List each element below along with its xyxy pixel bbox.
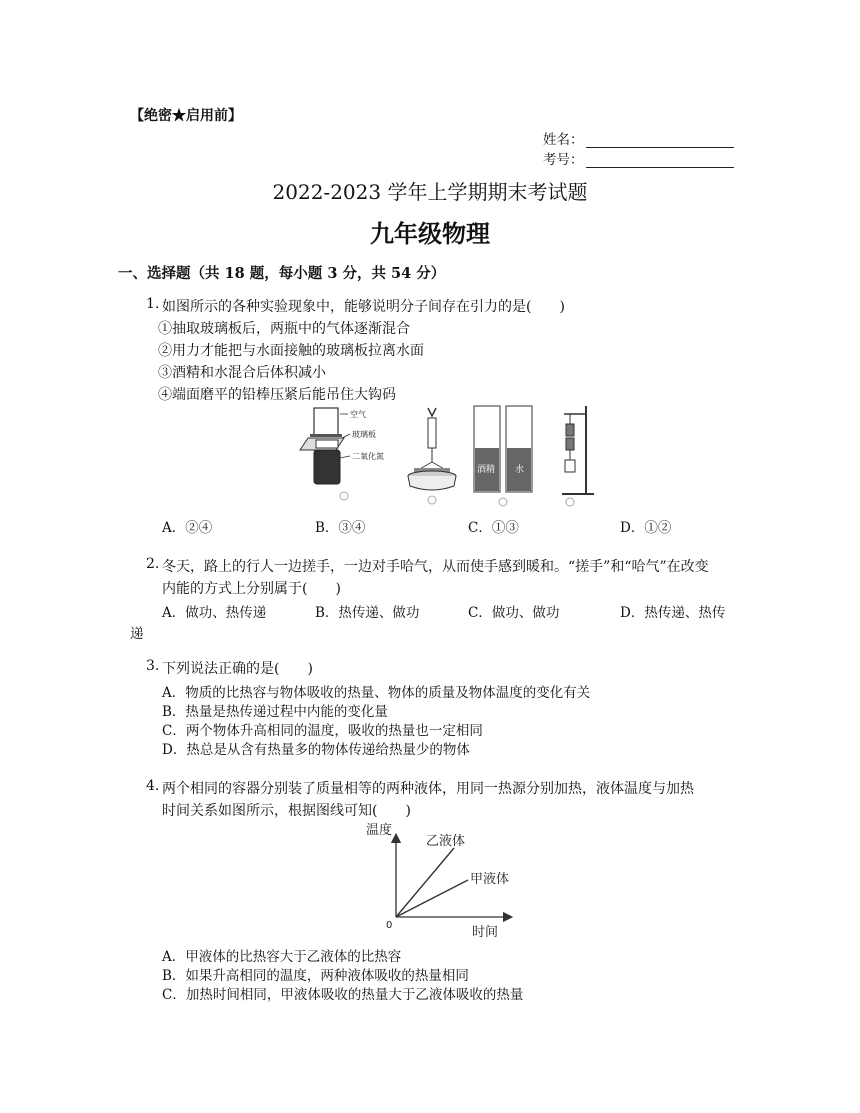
cylinder-illustration <box>474 406 532 506</box>
series-label-jia: 甲液体 <box>470 872 510 887</box>
label-no2: 二氧化氮 <box>352 452 384 461</box>
experiment-figure <box>296 404 596 510</box>
question-number: 1. <box>146 296 160 312</box>
list-item: ①抽取玻璃板后，两瓶中的气体逐渐混合 <box>158 321 410 337</box>
series-line-jia <box>396 880 468 917</box>
x-axis-label: 时间 <box>472 925 499 940</box>
name-label: 姓名： <box>543 132 584 148</box>
question-stem: 冬天，路上的行人一边搓手，一边对手哈气，从而使手感到暖和。“搓手”和“哈气”在改变 <box>162 559 709 575</box>
section-heading: 一、选择题（共 18 题，每小题 3 分，共 54 分） <box>118 265 446 282</box>
question-number: 4. <box>146 778 160 794</box>
list-item: ④端面磨平的铅棒压紧后能吊住大钩码 <box>158 387 396 403</box>
gas-diffusion-illustration <box>300 408 384 500</box>
lead-rod-illustration <box>562 406 594 506</box>
name-blank[interactable] <box>586 134 734 148</box>
option-b[interactable]: B．热传递、做功 <box>315 605 420 621</box>
option-c[interactable]: C．①③ <box>468 520 519 536</box>
option-d[interactable]: D．①② <box>620 520 672 536</box>
option-a[interactable]: A．物质的比热容与物体吸收的热量、物体的质量及物体温度的变化有关 <box>162 685 591 701</box>
secret-mark: 【绝密★启用前】 <box>130 108 242 124</box>
option-d[interactable]: D．热总是从含有热量多的物体传递给热量少的物体 <box>162 742 470 758</box>
question-number: 3. <box>146 658 160 674</box>
option-d-wrap: 递 <box>130 626 144 642</box>
id-field <box>543 148 734 168</box>
exam-title: 2022-2023 学年上学期期末考试题 <box>272 180 588 204</box>
series-label-yi: 乙液体 <box>426 834 466 849</box>
option-a[interactable]: A．甲液体的比热容大于乙液体的比热容 <box>162 949 402 965</box>
spring-scale-illustration <box>408 408 456 504</box>
temperature-time-graph <box>362 818 522 942</box>
option-a[interactable]: A．②④ <box>162 520 213 536</box>
id-label: 考号： <box>543 152 584 168</box>
list-item: ③酒精和水混合后体积减小 <box>158 365 326 381</box>
option-a[interactable]: A．做功、热传递 <box>162 605 267 621</box>
question-stem: 如图所示的各种实验现象中，能够说明分子间存在引力的是( ) <box>162 299 565 315</box>
label-air: 空气 <box>350 410 366 419</box>
option-c[interactable]: C．做功、做功 <box>468 605 560 621</box>
list-item: ②用力才能把与水面接触的玻璃板拉离水面 <box>158 343 424 359</box>
question-stem: 下列说法正确的是( ) <box>162 661 313 677</box>
option-b[interactable]: B．③④ <box>315 520 366 536</box>
question-stem-cont: 内能的方式上分别属于( ) <box>162 581 341 597</box>
origin-label: 0 <box>386 920 393 931</box>
name-field <box>543 128 734 148</box>
id-blank[interactable] <box>586 154 734 168</box>
question-stem-cont: 时间关系如图所示，根据图线可知( ) <box>162 803 411 819</box>
option-c[interactable]: C．加热时间相同，甲液体吸收的热量大于乙液体吸收的热量 <box>162 987 524 1003</box>
exam-subtitle: 九年级物理 <box>370 219 490 248</box>
y-axis-label: 温度 <box>366 823 393 838</box>
label-glass-plate: 玻璃板 <box>352 430 376 439</box>
option-d[interactable]: D．热传递、热传 <box>620 605 726 621</box>
question-stem: 两个相同的容器分别装了质量相等的两种液体，用同一热源分别加热，液体温度与加热 <box>162 781 694 797</box>
label-water: 水 <box>515 465 525 475</box>
option-b[interactable]: B．热量是热传递过程中内能的变化量 <box>162 704 388 720</box>
question-number: 2. <box>146 556 160 572</box>
option-c[interactable]: C．两个物体升高相同的温度，吸收的热量也一定相同 <box>162 723 483 739</box>
option-b[interactable]: B．如果升高相同的温度，两种液体吸收的热量相同 <box>162 968 469 984</box>
label-alcohol: 酒精 <box>477 465 496 475</box>
series-line-yi <box>396 848 454 917</box>
